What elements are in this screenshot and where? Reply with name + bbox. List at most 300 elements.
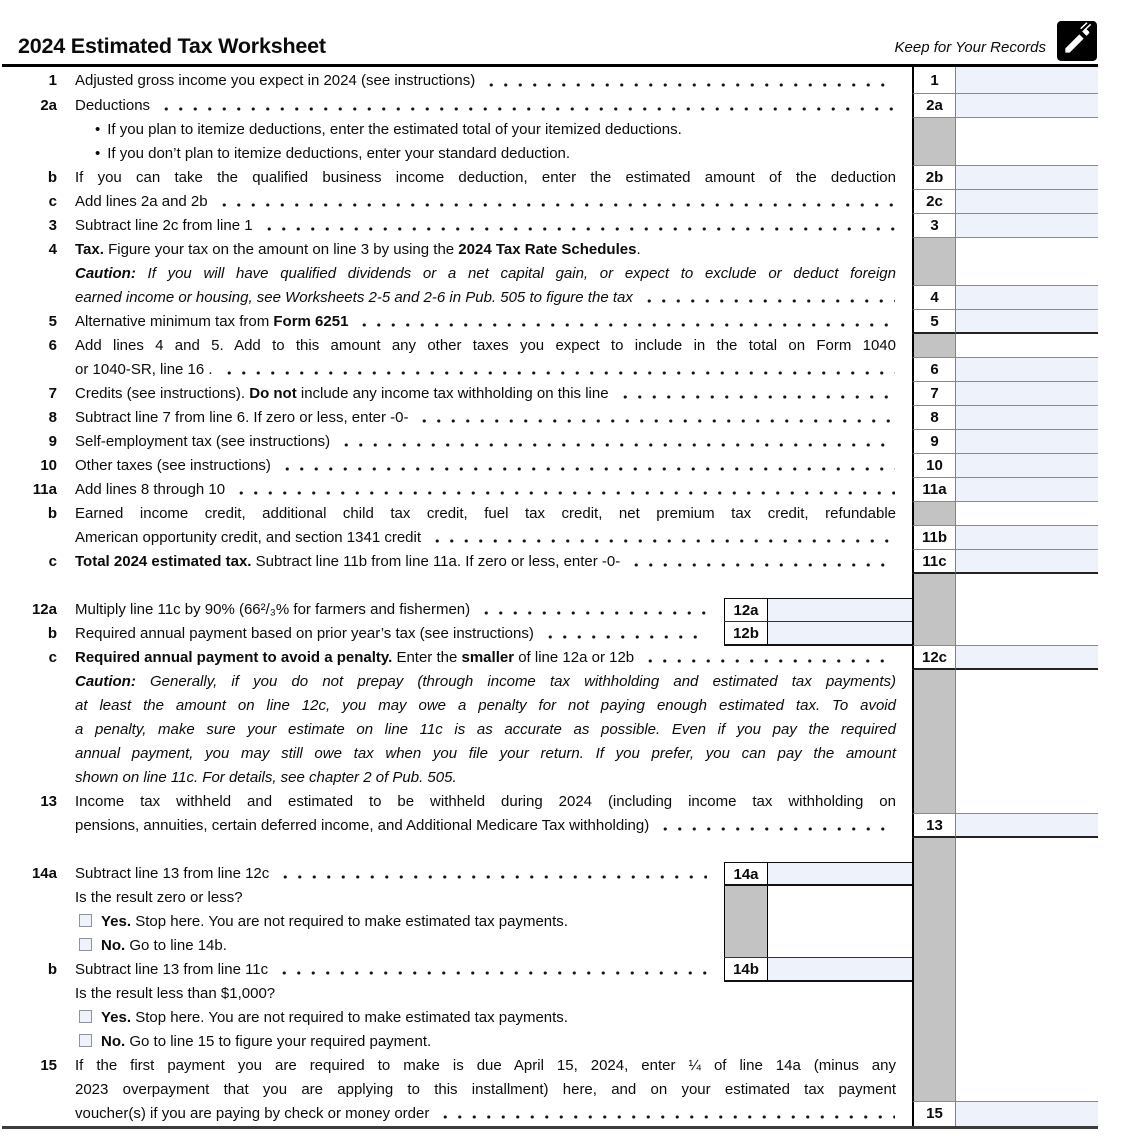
text-segment: Deductions <box>75 97 151 114</box>
line-text-content <box>75 958 268 982</box>
text-segment: Credits (see instructions). <box>75 385 250 402</box>
shaded-cell <box>912 142 955 166</box>
line-number <box>2 814 57 838</box>
line-text <box>75 334 912 358</box>
line-text-content <box>75 478 225 502</box>
empty-cell <box>767 886 912 910</box>
line-text <box>75 430 912 454</box>
text-segment: Yes. <box>101 1009 136 1026</box>
line-number-box: 3 <box>912 214 955 238</box>
line-number: 13 <box>40 793 57 810</box>
line-number-box: 14b <box>724 958 767 980</box>
line-text <box>75 262 912 286</box>
line-text <box>75 382 912 406</box>
amount-field-7[interactable] <box>955 382 1098 406</box>
line-number <box>2 886 57 910</box>
text-segment: Multiply line 11c by 90% (66²/₃% for farmers and fishermen) <box>75 601 471 618</box>
line-text <box>75 1054 912 1078</box>
shaded-cell <box>724 910 767 934</box>
row-2a-bullet-1 <box>2 118 1098 142</box>
shaded-cell <box>912 934 955 958</box>
line-number <box>2 766 57 790</box>
dot-leader <box>629 550 895 574</box>
dot-leader <box>278 862 707 886</box>
shaded-cell <box>912 670 955 694</box>
line-number: c <box>48 649 57 666</box>
text-segment: at least the amount on line 12c, you may owe a penalty for not paying enough estimated tax. To avoid <box>75 697 896 714</box>
bullet-icon: • <box>95 121 101 138</box>
line-text-content <box>75 526 421 550</box>
dot-leader <box>262 214 895 238</box>
line-text <box>75 286 912 310</box>
line-text-content <box>75 190 208 214</box>
line-number <box>2 574 57 598</box>
text-segment: Caution: <box>75 673 150 690</box>
line-text <box>75 502 912 526</box>
line-text <box>75 1006 912 1030</box>
shaded-cell <box>912 766 955 790</box>
amount-field-3[interactable] <box>955 214 1098 238</box>
line-number-box: 8 <box>912 406 955 430</box>
text-segment: Caution: <box>75 265 148 282</box>
row-15-line1 <box>2 1054 1098 1078</box>
text-segment: . <box>636 241 641 258</box>
empty-cell <box>955 1078 1098 1102</box>
line-text <box>75 838 912 862</box>
line-text <box>75 982 912 1006</box>
line-text <box>75 67 912 94</box>
row-11b-line1 <box>2 502 1098 526</box>
line-number: 9 <box>48 433 57 450</box>
row-12c <box>2 646 1098 670</box>
text-segment: Go to line 14b. <box>129 937 227 954</box>
line-number-box: 7 <box>912 382 955 406</box>
dot-leader <box>357 310 895 334</box>
line-text <box>75 526 912 550</box>
row-1 <box>2 67 1098 94</box>
text-segment: Subtract line 7 from line 6. If zero or less, enter -0- <box>75 409 409 426</box>
line-number <box>2 934 57 958</box>
empty-cell <box>955 718 1098 742</box>
row-2b <box>2 166 1098 190</box>
dot-leader <box>479 598 707 622</box>
text-segment: Alternative minimum tax from <box>75 313 274 330</box>
text-segment: Add lines 2a and 2b <box>75 193 208 210</box>
shaded-cell <box>912 238 955 262</box>
text-segment: If you plan to itemize deductions, enter the estimated total of your itemized deductions. <box>107 121 682 138</box>
text-segment: Subtract line 11b from line 11a. If zero or less, enter -0- <box>255 553 621 570</box>
amount-field-9[interactable] <box>955 430 1098 454</box>
amount-field-4[interactable] <box>955 286 1098 310</box>
page-title: 2024 Estimated Tax Worksheet <box>18 33 326 58</box>
shaded-cell <box>912 334 955 358</box>
row-14b-question <box>2 982 1098 1006</box>
amount-field-12a[interactable] <box>767 599 912 621</box>
inner-entry-14b <box>724 958 912 982</box>
empty-cell <box>955 694 1098 718</box>
amount-field-10[interactable] <box>955 454 1098 478</box>
text-segment: Total 2024 estimated tax. <box>75 553 256 570</box>
amount-field-15[interactable] <box>955 1102 1098 1126</box>
dot-leader <box>438 1102 895 1126</box>
empty-cell <box>955 334 1098 358</box>
line-text <box>75 766 912 790</box>
row-caution-line4 <box>2 742 1098 766</box>
text-segment: earned income or housing, see Worksheets 2-5 and 2-6 in Pub. 505 to figure the tax <box>75 289 633 306</box>
text-segment: 2023 overpayment that you are applying to this installment) here, and on your estimated tax payment <box>75 1081 896 1098</box>
line-text <box>75 478 912 502</box>
row-4-line1 <box>2 238 1098 262</box>
line-text <box>75 166 912 190</box>
line-number: 3 <box>48 217 57 234</box>
amount-field-5[interactable] <box>955 310 1098 334</box>
empty-cell <box>955 934 1098 958</box>
line-text-content <box>75 382 609 406</box>
line-number-box: 13 <box>912 814 955 838</box>
text-segment: Required annual payment based on prior year’s tax (see instructions) <box>75 625 534 642</box>
line-number-box: 4 <box>912 286 955 310</box>
line-number <box>2 1006 57 1030</box>
row-11c <box>2 550 1098 574</box>
row-caution-line2 <box>2 694 1098 718</box>
row-6-line1 <box>2 334 1098 358</box>
shaded-cell <box>724 886 767 910</box>
line-text <box>75 142 912 166</box>
line-text <box>75 406 912 430</box>
dot-leader <box>642 286 895 310</box>
inner-entry-14a-yes <box>724 910 912 934</box>
line-text <box>75 814 912 838</box>
line-text-content <box>75 67 475 94</box>
row-gap-2 <box>2 838 1098 862</box>
empty-cell <box>955 238 1098 262</box>
row-15-line2 <box>2 1078 1098 1102</box>
line-text <box>75 454 912 478</box>
line-text <box>75 190 912 214</box>
line-text-content <box>75 1102 429 1126</box>
line-number-box: 10 <box>912 454 955 478</box>
line-text <box>75 694 912 718</box>
shaded-cell <box>912 742 955 766</box>
line-number-box: 2b <box>912 166 955 190</box>
row-12a <box>2 598 1098 622</box>
checkbox-14b-yes[interactable] <box>79 1010 92 1023</box>
dot-leader <box>277 958 707 982</box>
text-segment: If you will have qualified dividends or a net capital gain, or expect to exclude or deduct foreign <box>147 265 896 282</box>
keep-for-records-note: Keep for Your Records <box>894 39 1046 56</box>
line-text <box>75 790 912 814</box>
row-12b <box>2 622 1098 646</box>
line-number <box>2 910 57 934</box>
empty-cell <box>955 1054 1098 1078</box>
line-number <box>2 670 57 694</box>
line-number-box: 6 <box>912 358 955 382</box>
line-text <box>75 742 912 766</box>
empty-cell <box>955 502 1098 526</box>
inner-entry-14a-no <box>724 934 912 958</box>
row-15-line3 <box>2 1102 1098 1126</box>
empty-cell <box>955 262 1098 286</box>
line-number <box>2 694 57 718</box>
row-14b-yes <box>2 1006 1098 1030</box>
line-text-content <box>75 430 330 454</box>
text-segment: Stop here. You are not required to make estimated tax payments. <box>135 1009 568 1026</box>
line-number-box: 15 <box>912 1102 955 1126</box>
line-number <box>2 358 57 382</box>
text-segment: Figure your tax on the amount on line 3 by using the <box>108 241 459 258</box>
line-number-box: 2a <box>912 94 955 118</box>
line-text <box>75 646 912 670</box>
line-text-content <box>75 550 620 574</box>
row-14a-yes <box>2 910 1098 934</box>
line-text-content <box>75 814 649 838</box>
checkbox-14a-yes[interactable] <box>79 914 92 927</box>
line-number: 15 <box>40 1057 57 1074</box>
inner-entry-12a <box>724 598 912 622</box>
text-segment: Yes. <box>101 913 136 930</box>
text-segment: include any income tax withholding on this line <box>296 385 609 402</box>
line-text <box>75 1030 912 1054</box>
line-number: b <box>47 505 57 522</box>
empty-cell <box>955 790 1098 814</box>
line-text <box>75 958 724 982</box>
shaded-cell <box>912 886 955 910</box>
shaded-cell <box>912 502 955 526</box>
line-text <box>75 118 912 142</box>
row-2a <box>2 94 1098 118</box>
pencil-icon <box>1056 21 1098 61</box>
empty-cell <box>955 598 1098 622</box>
line-text <box>75 310 912 334</box>
text-segment: Subtract line 13 from line 11c <box>75 961 269 978</box>
worksheet-header <box>2 10 1098 57</box>
row-11a <box>2 478 1098 502</box>
row-caution-line1 <box>2 670 1098 694</box>
line-text-content <box>75 862 269 886</box>
empty-cell <box>955 838 1098 862</box>
line-text-content <box>75 310 348 334</box>
line-number: 10 <box>40 457 57 474</box>
empty-cell <box>955 766 1098 790</box>
empty-cell <box>767 934 912 957</box>
shaded-cell <box>912 262 955 286</box>
empty-cell <box>955 670 1098 694</box>
dot-leader <box>222 358 895 382</box>
row-caution-line5 <box>2 766 1098 790</box>
line-text <box>75 94 912 118</box>
text-segment: Self-employment tax (see instructions) <box>75 433 331 450</box>
line-number <box>2 982 57 1006</box>
dot-leader <box>417 406 895 430</box>
text-segment: Adjusted gross income you expect in 2024 (see instructions) <box>75 72 476 89</box>
text-segment: 2024 Tax Rate Schedules <box>458 241 637 258</box>
line-number: 2a <box>40 97 57 114</box>
text-segment: Required annual payment to avoid a penalty. <box>75 649 397 666</box>
inner-entry-12b <box>724 622 912 646</box>
line-text-content <box>75 622 534 646</box>
text-segment: No. <box>101 937 130 954</box>
amount-field-8[interactable] <box>955 406 1098 430</box>
shaded-cell <box>912 622 955 646</box>
empty-cell <box>955 1030 1098 1054</box>
amount-field-11b[interactable] <box>955 526 1098 550</box>
line-number: 11a <box>32 481 57 498</box>
text-segment: a penalty, make sure your estimate on line 11c is as accurate as possible. Even if you pay the required <box>75 721 896 738</box>
shaded-cell <box>912 982 955 1006</box>
text-segment: Is the result less than $1,000? <box>75 985 276 1002</box>
line-text-content <box>75 286 633 310</box>
text-segment: Subtract line 13 from line 12c <box>75 865 270 882</box>
empty-cell <box>955 142 1098 166</box>
shaded-cell <box>912 910 955 934</box>
text-segment: Generally, if you do not prepay (through income tax withholding and estimated tax payments) <box>150 673 896 690</box>
text-segment: Form 6251 <box>273 313 349 330</box>
row-2c <box>2 190 1098 214</box>
line-number <box>2 1102 57 1126</box>
text-segment: Other taxes (see instructions) <box>75 457 271 474</box>
text-segment: of line 12a or 12b <box>514 649 635 666</box>
line-number <box>2 142 57 166</box>
line-number <box>2 1030 57 1054</box>
line-text <box>75 718 912 742</box>
row-14a-question <box>2 886 1098 910</box>
text-segment: Income tax withheld and estimated to be withheld during 2024 (including income tax withholding on <box>75 793 896 810</box>
line-text-content <box>75 454 271 478</box>
amount-field-2a[interactable] <box>955 94 1098 118</box>
text-segment: Do not <box>249 385 297 402</box>
row-5 <box>2 310 1098 334</box>
text-segment: Stop here. You are not required to make estimated tax payments. <box>135 913 568 930</box>
row-14b-no <box>2 1030 1098 1054</box>
line-text <box>75 862 724 886</box>
checkbox-14b-no[interactable] <box>79 1034 92 1047</box>
bullet-icon: • <box>95 145 101 162</box>
empty-cell <box>955 742 1098 766</box>
amount-field-12c[interactable] <box>955 646 1098 670</box>
text-segment: shown on line 11c. For details, see chapter 2 of Pub. 505. <box>75 769 457 786</box>
inner-entry-14a-question <box>724 886 912 910</box>
line-number: 5 <box>48 313 57 330</box>
amount-field-2b[interactable] <box>955 166 1098 190</box>
line-number: 14a <box>31 865 57 882</box>
line-number: 12a <box>31 601 57 618</box>
shaded-cell <box>912 1006 955 1030</box>
empty-cell <box>955 574 1098 598</box>
line-number-box: 12a <box>724 599 767 621</box>
amount-field-11c[interactable] <box>955 550 1098 574</box>
amount-field-14a[interactable] <box>767 863 912 884</box>
shaded-cell <box>912 694 955 718</box>
shaded-cell <box>912 862 955 886</box>
amount-field-14b[interactable] <box>767 958 912 980</box>
row-14a <box>2 862 1098 886</box>
line-number <box>2 262 57 286</box>
line-text-content <box>75 646 634 670</box>
text-segment: Earned income credit, additional child tax credit, fuel tax credit, net premium tax credit, refundable <box>75 505 896 522</box>
row-9 <box>2 430 1098 454</box>
line-number-box: 12b <box>724 622 767 644</box>
dot-leader <box>234 478 895 502</box>
row-4-line2 <box>2 262 1098 286</box>
text-segment: or 1040-SR, line 16 . <box>75 361 213 378</box>
shaded-cell <box>912 1078 955 1102</box>
line-number: 8 <box>48 409 57 426</box>
amount-field-2c[interactable] <box>955 190 1098 214</box>
line-number <box>2 718 57 742</box>
inner-entry-14a <box>724 862 912 886</box>
text-segment: annual payment, you may still owe tax when you file your return. If you prefer, you can pay the amount <box>75 745 896 762</box>
line-text <box>75 574 912 598</box>
line-number <box>2 118 57 142</box>
text-segment: No. <box>101 1033 130 1050</box>
line-number: 4 <box>48 241 57 258</box>
row-4-line3 <box>2 286 1098 310</box>
text-segment: smaller <box>461 649 515 666</box>
shaded-cell <box>912 574 955 598</box>
checkbox-14a-no[interactable] <box>79 938 92 951</box>
row-6-line2 <box>2 358 1098 382</box>
line-number: b <box>47 961 57 978</box>
amount-field-1[interactable] <box>955 67 1098 94</box>
line-number <box>2 526 57 550</box>
row-7 <box>2 382 1098 406</box>
amount-field-6[interactable] <box>955 358 1098 382</box>
dot-leader <box>484 67 895 94</box>
text-segment: If you don’t plan to itemize deductions, enter your standard deduction. <box>107 145 571 162</box>
text-segment: If you can take the qualified business income deduction, enter the estimated amount of the deduction <box>75 169 896 186</box>
row-10 <box>2 454 1098 478</box>
shaded-cell <box>912 838 955 862</box>
amount-field-13[interactable] <box>955 814 1098 838</box>
shaded-cell <box>912 958 955 982</box>
row-14a-no <box>2 934 1098 958</box>
line-text <box>75 598 724 622</box>
amount-field-11a[interactable] <box>955 478 1098 502</box>
line-number-box: 1 <box>912 67 955 94</box>
row-14b <box>2 958 1098 982</box>
empty-cell <box>955 886 1098 910</box>
line-number-box: 9 <box>912 430 955 454</box>
line-number-box: 11a <box>912 478 955 502</box>
dot-leader <box>430 526 895 550</box>
empty-cell <box>955 622 1098 646</box>
row-8 <box>2 406 1098 430</box>
line-number: 7 <box>48 385 57 402</box>
line-text-content <box>75 598 470 622</box>
line-number <box>2 286 57 310</box>
line-text <box>75 550 912 574</box>
line-number: b <box>47 169 57 186</box>
row-13-line2 <box>2 814 1098 838</box>
dot-leader <box>618 382 895 406</box>
row-caution-line3 <box>2 718 1098 742</box>
line-number-box: 2c <box>912 190 955 214</box>
dot-leader <box>543 622 707 646</box>
line-text <box>75 1078 912 1102</box>
shaded-cell <box>912 598 955 622</box>
text-segment: American opportunity credit, and section 1341 credit <box>75 529 422 546</box>
amount-field-12b[interactable] <box>767 622 912 644</box>
line-text-content <box>75 406 408 430</box>
dot-leader <box>217 190 895 214</box>
empty-cell <box>767 910 912 934</box>
text-segment: Subtract line 2c from line 1 <box>75 217 253 234</box>
dot-leader <box>280 454 895 478</box>
empty-cell <box>955 958 1098 982</box>
line-text-content <box>75 358 213 382</box>
line-number: c <box>48 193 57 210</box>
line-number-box: 12c <box>912 646 955 670</box>
